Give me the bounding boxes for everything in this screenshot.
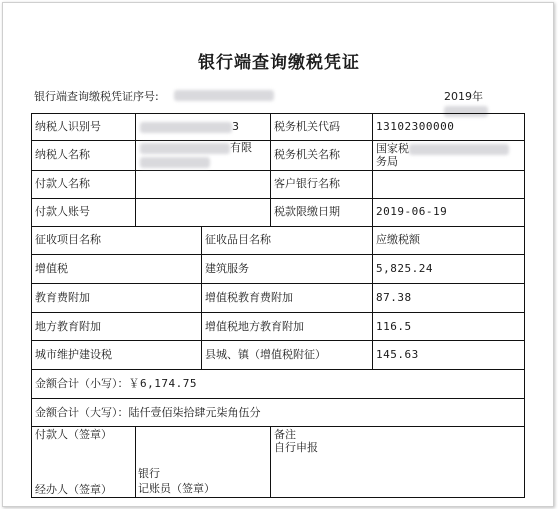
total-big-label: 金额合计（大写）： [35,406,129,419]
tax-authority-code-value: 13102300000 [376,120,455,133]
row-amount: 145.63 [376,348,419,361]
row-amount: 116.5 [376,320,412,333]
row-item: 增值税 [35,262,68,275]
tax-authority-name-label: 税务机关名称 [274,148,340,161]
deadline-label: 税款限缴日期 [274,205,340,218]
total-big-value: 陆仟壹佰柒拾肆元柒角伍分 [128,406,261,419]
row-amount: 87.38 [376,291,412,304]
taxpayer-id-label: 纳税人识别号 [35,120,101,133]
handler-signature-label: 经办人（签章） [35,483,112,496]
row-subitem: 县城、镇（增值税附征） [205,348,326,361]
row-item: 城市维护建设税 [35,348,112,361]
total-small [35,377,197,390]
document-title: 银行端查询缴税凭证 [198,53,360,73]
total-big [35,406,261,419]
tax-authority-code-label: 税务机关代码 [274,120,340,133]
serial-label: 银行端查询缴税凭证序号: [34,90,159,103]
taxpayer-name-value: 有限 [140,141,252,154]
remark-label: 备注 [274,428,296,441]
taxpayer-name-line2-redacted [140,155,210,168]
taxpayer-id-value: 3 [140,120,239,133]
total-small-label: 金额合计（小写）： [35,377,129,390]
tax-authority-name-line2: 务局 [376,155,398,168]
payer-signature-label: 付款人（签章） [35,428,112,441]
tax-authority-name-line1: 国家税 [376,142,509,155]
row-subitem: 增值税教育费附加 [205,291,293,304]
row-subitem: 建筑服务 [205,262,249,275]
bank-label: 银行 [138,467,160,480]
customer-bank-label: 客户银行名称 [274,177,340,190]
date-redacted [444,106,488,117]
bank-clerk-signature-label: 记账员（签章） [138,482,215,495]
row-item: 地方教育附加 [35,320,101,333]
row-amount: 5,825.24 [376,262,433,275]
payer-account-label: 付款人账号 [35,205,90,218]
taxpayer-name-label: 纳税人名称 [35,148,90,161]
row-item: 教育费附加 [35,291,90,304]
col-header-subitem: 征收品目名称 [205,233,271,246]
col-header-amount: 应缴税额 [376,233,420,246]
total-small-value: ￥6,174.75 [128,377,197,390]
payer-name-label: 付款人名称 [35,177,90,190]
col-header-item: 征收项目名称 [35,233,101,246]
serial-value-redacted [174,88,274,101]
date-prefix: 2019年 [444,90,483,103]
deadline-value: 2019-06-19 [376,205,448,218]
row-subitem: 增值税地方教育附加 [205,320,304,333]
remark-value: 自行申报 [274,441,318,454]
serial-row [34,88,524,104]
